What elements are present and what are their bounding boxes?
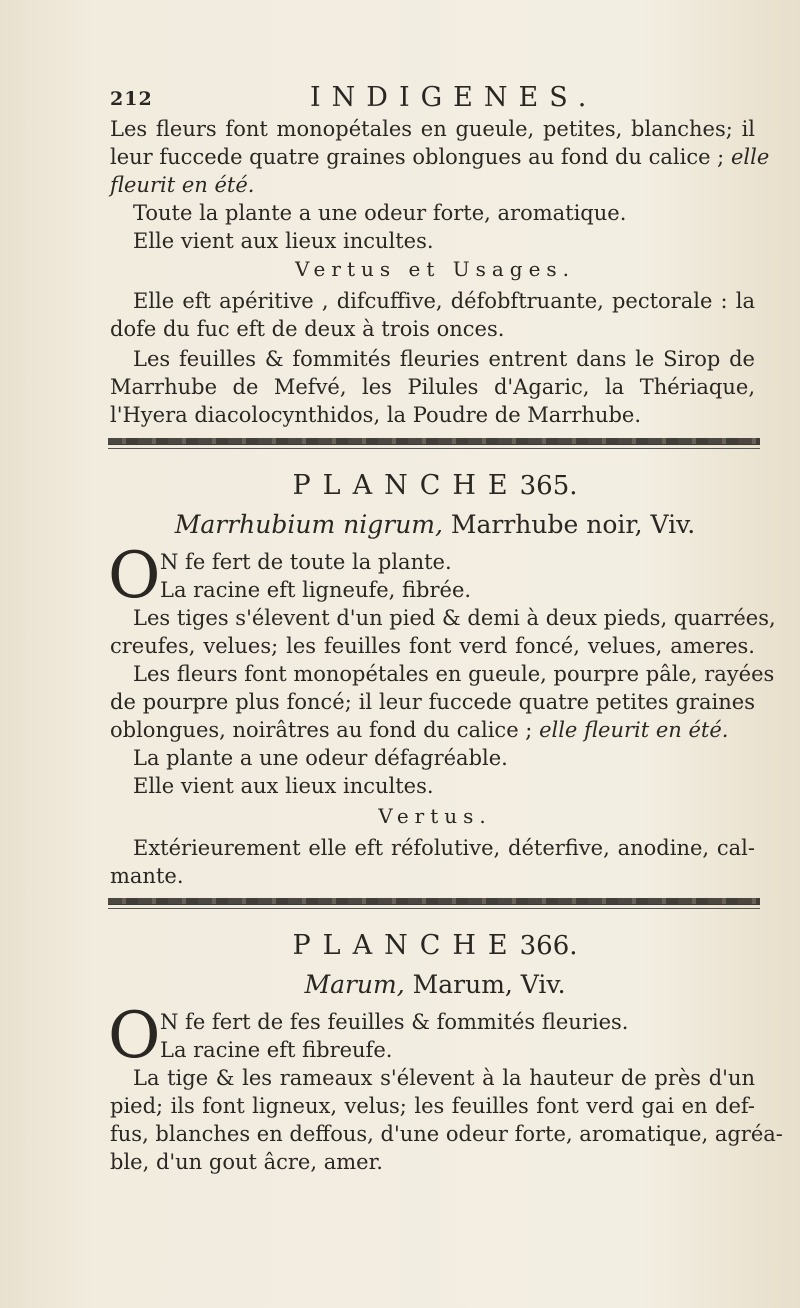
text-line: leur fuccede quatre graines oblongues au fond du calice ; elle	[110, 145, 770, 169]
text-line: de pourpre plus foncé; il leur fuccede quatre petites graines	[110, 690, 755, 714]
text-line: Toute la plante a une odeur forte, aromatique.	[133, 201, 627, 225]
text-line: oblongues, noirâtres au fond du calice ; elle fleurit en été.	[110, 718, 729, 742]
drop-cap: O	[108, 999, 161, 1073]
thin-rule	[108, 448, 760, 449]
section-heading: Vertus.	[378, 804, 492, 828]
plate-species-365: Marrhubium nigrum, Marrhube noir, Viv.	[174, 510, 696, 539]
text-line: ble, d'un gout âcre, amer.	[110, 1150, 383, 1174]
ornamental-rule	[108, 898, 760, 905]
text-line: Elle eft apéritive , difcuffive, défobftruante, pectorale : la	[133, 289, 755, 313]
ornamental-rule	[108, 438, 760, 445]
thin-rule	[108, 908, 760, 909]
text-line: N fe fert de fes feuilles & fommités fleuries.	[160, 1010, 629, 1034]
text-line: Elle vient aux lieux incultes.	[133, 774, 434, 798]
text-line: mante.	[110, 864, 184, 888]
text-line: pied; ils font ligneux, velus; les feuilles font verd gai en def-	[110, 1094, 755, 1118]
plate-heading-366: PLANCHE366.	[292, 930, 578, 961]
text-line: Les fleurs font monopétales en gueule, petites, blanches; il	[110, 117, 755, 141]
text-line: creufes, velues; les feuilles font verd foncé, velues, ameres.	[110, 634, 755, 658]
text-line: Elle vient aux lieux incultes.	[133, 229, 434, 253]
text-line: fleurit en été.	[110, 173, 255, 197]
plate-heading-365: PLANCHE365.	[292, 470, 578, 501]
text-line: La racine eft ligneufe, fibrée.	[160, 578, 472, 602]
text-line: Les feuilles & fommités fleuries entrent dans le Sirop de	[133, 347, 755, 371]
plate-species-366: Marum, Marum, Viv.	[304, 970, 566, 999]
page-number: 212	[110, 88, 153, 110]
text-line: Les fleurs font monopétales en gueule, pourpre pâle, rayées	[133, 662, 775, 686]
text-line: l'Hyera diacolocynthidos, la Poudre de Marrhube.	[110, 403, 641, 427]
text-line: La racine eft fibreufe.	[160, 1038, 393, 1062]
running-title: INDIGENES.	[310, 82, 598, 113]
text-line: Marrhube de Mefvé, les Pilules d'Agaric, la Thériaque,	[110, 375, 755, 399]
text-line: La tige & les rameaux s'élevent à la hauteur de près d'un	[133, 1066, 755, 1090]
text-line: fus, blanches en deffous, d'une odeur forte, aromatique, agréa-	[110, 1122, 783, 1146]
text-line: La plante a une odeur défagréable.	[133, 746, 508, 770]
text-line: Extérieurement elle eft réfolutive, déterfive, anodine, cal-	[133, 836, 755, 860]
text-line: dofe du fuc eft de deux à trois onces.	[110, 317, 505, 341]
text-line: Les tiges s'élevent d'un pied & demi à deux pieds, quarrées,	[133, 606, 776, 630]
drop-cap: O	[108, 539, 161, 613]
text-line: N fe fert de toute la plante.	[160, 550, 452, 574]
section-heading: Vertus et Usages.	[294, 257, 576, 281]
running-header	[110, 82, 760, 116]
italic-text: elle fleurit en été.	[539, 718, 729, 742]
italic-text: elle	[730, 145, 770, 169]
